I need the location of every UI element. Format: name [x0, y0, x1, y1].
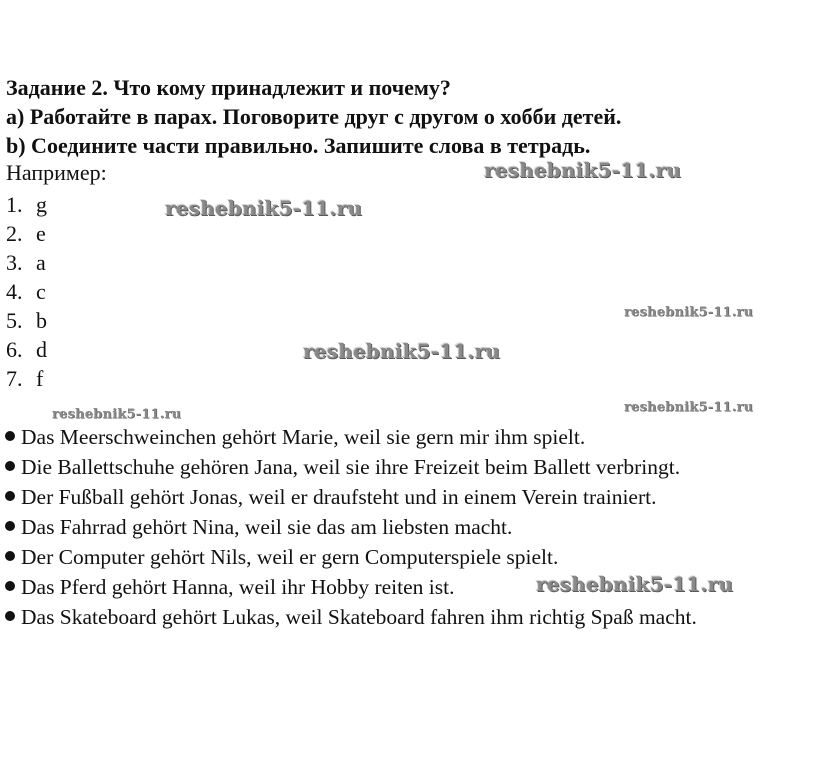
task-title: Задание 2. Что кому принадлежит и почему?	[6, 75, 451, 100]
watermark: reshebnik5-11.ru	[303, 339, 501, 363]
sentence-item	[4, 482, 697, 512]
sentence-text: Das Meerschweinchen gehört Marie, weil sie gern mir ihm spielt.	[21, 425, 586, 449]
task-part-a: а) Работайте в парах. Поговорите друг с другом о хобби детей.	[6, 104, 622, 129]
sentence-item	[4, 422, 697, 452]
bullet-icon	[5, 521, 15, 531]
answer-item	[6, 335, 47, 364]
sentence-text: Das Fahrrad gehört Nina, weil sie das am liebsten macht.	[21, 515, 513, 539]
bullet-icon	[5, 611, 15, 621]
answer-letter: c	[36, 279, 46, 304]
answer-number: 6.	[6, 337, 23, 362]
answer-letter: a	[36, 250, 46, 275]
watermark: reshebnik5-11.ru	[536, 572, 734, 596]
answer-number: 5.	[6, 308, 23, 333]
task-part-b: b) Соедините части правильно. Запишите слова в тетрадь.	[6, 133, 591, 158]
answer-item	[6, 364, 47, 393]
watermark: reshebnik5-11.ru	[484, 158, 682, 182]
answer-number: 4.	[6, 279, 23, 304]
sentence-text: Der Fußball gehört Jonas, weil er draufsteht und in einem Verein trainiert.	[21, 485, 657, 509]
answer-number: 7.	[6, 366, 23, 391]
answer-letter: b	[36, 308, 47, 333]
answer-letter: d	[36, 337, 47, 362]
example-label: Например:	[6, 160, 107, 185]
sentence-list	[4, 422, 697, 632]
answer-item	[6, 306, 47, 335]
answer-letter: g	[36, 192, 47, 217]
answer-item	[6, 190, 47, 219]
answer-item	[6, 277, 47, 306]
watermark: reshebnik5-11.ru	[52, 407, 182, 422]
sentence-item	[4, 602, 697, 632]
watermark: reshebnik5-11.ru	[624, 400, 754, 415]
bullet-icon	[5, 491, 15, 501]
sentence-text: Das Pferd gehört Hanna, weil ihr Hobby reiten ist.	[21, 575, 455, 599]
answer-letter: f	[36, 366, 44, 391]
bullet-icon	[5, 551, 15, 561]
answer-number: 1.	[6, 192, 23, 217]
answer-item	[6, 248, 47, 277]
answer-item	[6, 219, 47, 248]
bullet-icon	[5, 581, 15, 591]
sentence-text: Der Computer gehört Nils, weil er gern Computerspiele spielt.	[21, 545, 559, 569]
sentence-text: Die Ballettschuhe gehören Jana, weil sie ihre Freizeit beim Ballett verbringt.	[21, 455, 681, 479]
sentence-text: Das Skateboard gehört Lukas, weil Skateboard fahren ihm richtig Spaß macht.	[21, 605, 697, 629]
answer-list	[6, 190, 47, 393]
bullet-icon	[5, 431, 15, 441]
sentence-item	[4, 542, 697, 572]
watermark: reshebnik5-11.ru	[624, 305, 754, 320]
sentence-item	[4, 452, 697, 482]
answer-letter: e	[36, 221, 46, 246]
bullet-icon	[5, 461, 15, 471]
answer-number: 2.	[6, 221, 23, 246]
answer-number: 3.	[6, 250, 23, 275]
sentence-item	[4, 512, 697, 542]
watermark: reshebnik5-11.ru	[165, 196, 363, 220]
